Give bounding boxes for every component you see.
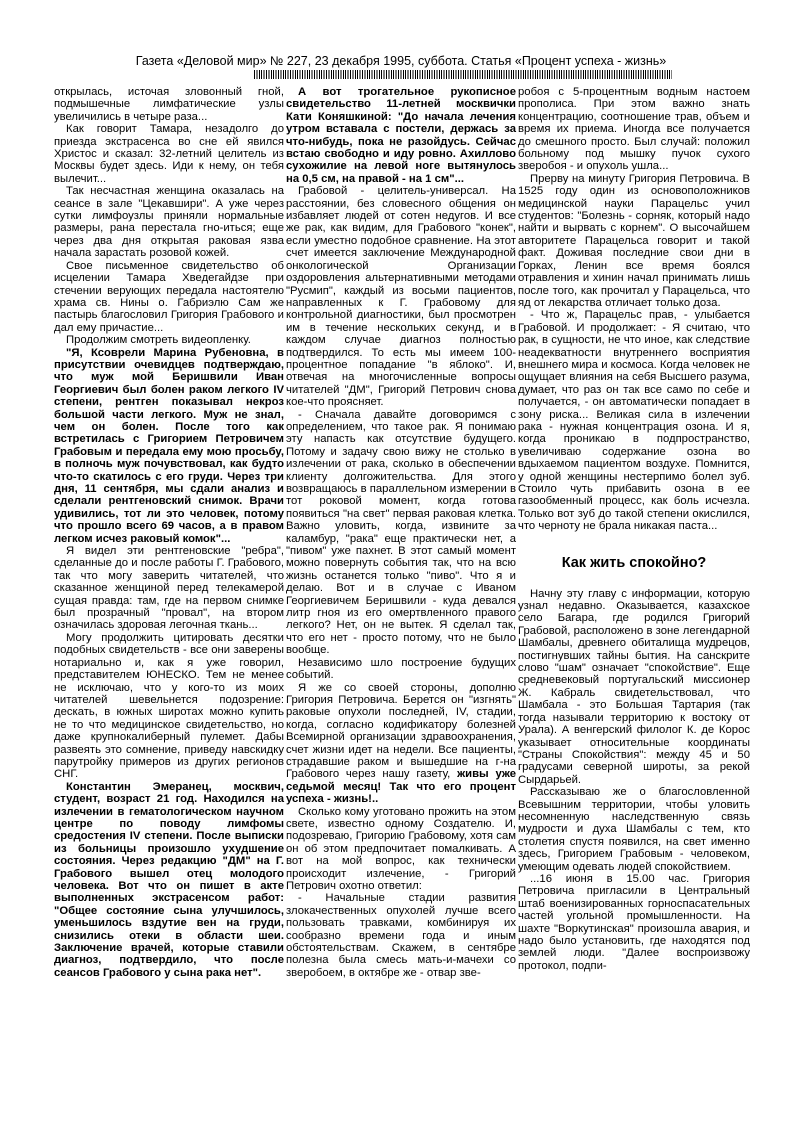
paragraph: Свое письменное свидетельство об исцелении Тамара Хведегайдзе при стечении верующих передала настоятелю храма св. Нины о. Габриэлю Сам же пастырь благословил Григория Грабового и дал ему причастие... (54, 259, 284, 334)
testimony-paragraph: А вот трогательное рукописное свидетельство 11-летней москвички Кати Коняшкиной: "До начала лечения утром вставала с постели, держась за что-нибудь, пока не разойдусь. Сейчас встаю свободно и иду ровно. Ахиллово сухожилие на левой ноге вытянулось на 0,5 см, на правой - на 1 см"... (286, 86, 516, 185)
paragraph: робоя с 5-процентным водным настоем прополиса. При этом важно знать концентрацию, соотношение трав, объем и время их приема. Иногда все получается до смешного просто. Был случай: положил больному под мышку пучок сухого зверобоя - и опухоль ушла... (518, 86, 750, 173)
paragraph: Я видел эти рентгеновские "ребра", сделанные до и после работы Г. Грабового, так что могу заверить читателей, что сказанное женщиной перед телекамерой сущая правда: там, где на первом снимке был прозрачный "провал", на втором означилась здоровая легочная ткань... (54, 545, 284, 632)
paragraph: Сколько кому уготовано прожить на этом свете, известно одному Создателю. И, подозреваю, Григорию Грабовому, хотя сам он об этом предпочитает помалкивать. А вот на мой вопрос, как технически происходит излечение, - Григорий Петрович охотно ответил: (286, 805, 516, 892)
header-barcode-rule (254, 70, 672, 79)
testimony-paragraph: "Я, Ксоврели Марина Рубеновна, в присутствии очевидцев подтверждаю, что муж мой Беришвили Иван Георгиевич был болен раком легкого IV степени, рентген показывал некроз большой части легкого. Муж не знал, чем он болен. После того как встретилась с Григорием Петровичем Грабовым и передала ему мою просьбу, в полночь муж почувствовал, как будто что-то скатилось с его груди. Через три дня, 11 сентября, мы сдали анализ и сделали рентгеновский снимок. Врачи удивились, тот ли это человек, потому что прошло всего 69 часов, а в правом легком исчез раковый комок"... (54, 346, 284, 545)
paragraph: Начну эту главу с информации, которую узнал недавно. Оказывается, казахское село Багара, где родился Григорий Грабовой, расположено в зоне легендарной Шамбалы, древнего обиталища мудрецов, постигнувших тайны бытия. На санскрите слово "шам" означает "спокойствие". Еще средневековый португальский миссионер Ж. Кабраль свидетельствовал, что Шамбала - это Большая Тартария (так тогда называли территорию к востоку от Урала). А венгерский филолог К. де Корос указывает относительные координаты "Страны Спокойствия": между 45 и 50 градусами северной широты, за рекой Сырдарьей. (518, 587, 750, 786)
paragraph: - Начальные стадии развития злокачественных опухолей лучше всего пользовать травками, комбинируя их сообразно времени года и иным обстоятельствам. Скажем, в сентябре полезна была смесь мать-и-мачехи со зверобоем, в октябре же - отвар зве- (286, 892, 516, 979)
paragraph: открылась, источая зловонный гной, подмышечные лимфатические узлы увеличились в четыре раза... (54, 86, 284, 123)
paragraph: Так несчастная женщина оказалась на сеансе в зале "Цекавшири". А уже через сутки лимфоузлы приняли нормальные размеры, рана перестала гно-иться; еще через два дня открытая раковая язва начала зарастать розовой кожей. (54, 185, 284, 260)
page-header: Газета «Деловой мир» № 227, 23 декабря 1995, суббота. Статья «Процент успеха - жизнь» (135, 54, 667, 68)
paragraph: Грабовой - целитель-универсал. На расстоянии, без словесного общения он избавляет людей от сотен недугов. И все же рак, как видим, для Грабового "конек", если уместно подобное сравнение. На этот счет имеется заключение Международной онкологической Организации оздоровления альтернативными методами "Русмип", каждый из восьми пациентов, направленных к Г. Грабовому для контрольной диагностики, был просмотрен им в течение нескольких секунд, и в каждом случае диагноз полностью подтвердился. То есть мы имеем 100-процентное попадание "в яблоко". И, отвечая на многочисленные вопросы читателей "ДМ", Григорий Петрович снова кое-что проясняет. (286, 185, 516, 409)
paragraph (286, 682, 516, 806)
paragraph-text: Я же со своей стороны, дополню Григория Петровича. Берется он "изгнять" раковые опухоли последней, IV, стадии, когда, согласно кодификатору болезней Всемирной организации здравоохранения, счет жизни идет на недели. Все пациенты, страдавшие раком и вышедшие на г-на Грабового через нашу газету, (286, 681, 516, 781)
paragraph: Независимо шло построение будущих событий. (286, 656, 516, 682)
paragraph: Продолжим смотреть видеопленку. (66, 334, 251, 347)
column-1 (54, 86, 284, 979)
paragraph: Прерву на минуту Григория Петровича. В 1525 году один из основоположников медицинской науки Парацельс учил студентов: "Болезнь - сорняк, который надо найти и вырвать с корнем". О высочайшем авторитете Парацельса говорит и такой факт. Доживая последние свои дни в Горках, Ленин все время боялся отравления и хинин начал принимать лишь после того, как прочитал у Парацельса, что яд от лекарства отличает только доза. (518, 172, 750, 309)
paragraph: - Сначала давайте договоримся с определением, что такое рак. Я понимаю эту напасть как отсутствие будущего. Потому и задачу свою вижу не столько в излечении от рака, сколько в обеспечении клиенту долгожительства. Для этого возвращаюсь в параллельном измерении в тот роковой момент, когда готова появиться "на свет" первая раковая клетка. Важно уловить, когда, извините за каламбур, "рака" еще практически нет, а "пивом" уже пахнет. В этот самый момент можно повернуть события так, что на всю жизнь останется только "пиво". Что я и делаю. Вот и в случае с Иваном Георгиевичем Беришвили - куда девался литр гноя из его омертвленного правого легкого? Нет, он не вытек. Я сделал так, что его нет - просто потому, что не было вообще. (286, 408, 516, 657)
testimony-paragraph: Константин Эмеранец, москвич, студент, возраст 21 год. Находился на излечении в гематологическом научном центре по поводу лимфомы средостения IV степени. После выписки из больницы произошло ухудшение состояния. Через редакцию "ДМ" на Г. Грабового вышел отец молодого человека. Вот что он пишет в акте выполненных экстрасенсом работ: "Общее состояние сына улучшилось, уменьшилось вздутие вен на груди, снизились отеки в области шеи. Заключение врачей, которые ставили диагноз, подтвердило, что после сеансов Грабового у сына рака нет". (54, 780, 284, 979)
paragraph: Рассказываю же о благословленной Всевышним территории, чтобы уловить несомненную наследственную связь мудрости и духа Шамбалы с тем, кто столетия спустя появился, на свет именно здесь, Григорием Грабовым - человеком, умеющим одевать людей спокойствием. (518, 786, 750, 873)
paragraph: - Что ж, Парацельс прав, - улыбается Грабовой. И продолжает: - Я считаю, что рак, в сущности, не что иное, как следствие неадекватности внутреннего восприятия внешнего мира и космоса. Когда человек не ощущает влияния на себя Высшего разума, думает, что раз он так все само по себе и получается, - он автоматически попадает в зону риска... Великая сила в излечении рака - нужная концентрация озона. И я, когда проникаю в подпространство, увеличиваю содержание озона во вдыхаемом пациентом воздухе. Помнится, у одной женщины нестерпимо болел зуб. Стоило чуть прибавить озона в ее газообменный процесс, как боль исчезла. Только вот зуб до такой степени окислился, что черноту не брала никакая паста... (518, 309, 750, 533)
emphasis-text: живы уже седьмой месяц! Так что его процент успеха - жизнь!.. (286, 768, 517, 806)
section-heading: Как жить спокойно? (561, 554, 707, 571)
column-2 (286, 86, 516, 979)
paragraph: Могу продолжить цитировать десятки подобных свидетельств - все они заверены нотариально и, как я уже говорил, представителем ЮНЕСКО. Тем не менее не исключаю, что у кого-то из моих читателей шевельнется подозрение: дескать, в южных широтах можно купить не то что медицинское свидетельство, но даже крупнокалиберный пулемет. Дабы развеять это сомнение, приведу навскидку парутройку примеров из других регионов СНГ. (54, 631, 284, 781)
paragraph: Как говорит Тамара, незадолго до приезда экстрасенса во сне ей явился Христос и сказал: 32-летний целитель из Москвы будет здесь. Иди к нему, он тебя вылечит... (54, 123, 284, 185)
paragraph: ...16 июня в 15.00 час. Григория Петровича пригласили в Центральный штаб военизированных горноспасательных частей угольной промышленности. На шахте "Воркутинская" произошла авария, и надо было установить, где находятся под землей люди. "Далее воспроизвожу протокол, подпи- (518, 872, 750, 972)
column-3 (518, 86, 750, 972)
